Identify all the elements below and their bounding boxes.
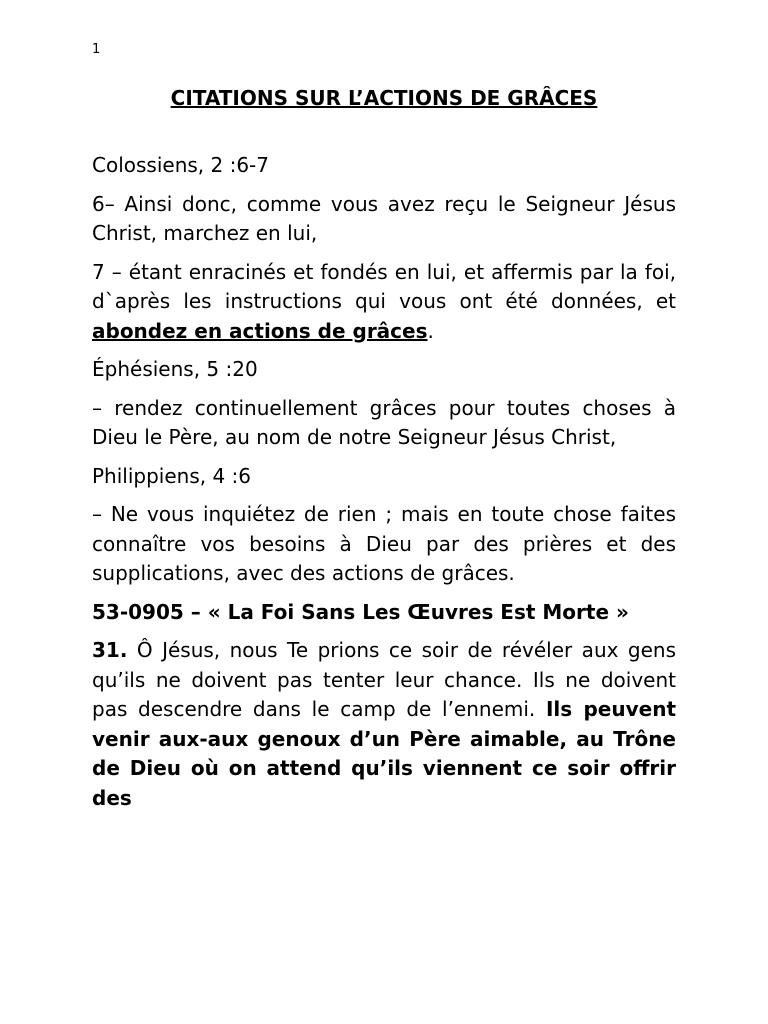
document-body [92, 151, 676, 822]
colossians-verse-6: 6– Ainsi donc, comme vous avez reçu le Seigneur Jésus Christ, marchez en lui, [92, 191, 676, 245]
sermon-heading: 53-0905 – « La Foi Sans Les Œuvres Est Morte » [92, 599, 629, 624]
ephesians-reference: Éphésiens, 5 :20 [92, 357, 258, 381]
colossians-verse-7-end: . [427, 318, 434, 343]
sermon-paragraph-text: Ô Jésus, nous Te prions ce soir de révéler aux gens qu’ils ne doivent pas tenter leur chance. Ils ne doivent pas descendre dans le camp de l’ennemi. [92, 638, 676, 721]
page-number: 1 [92, 42, 101, 57]
sermon-paragraph-bold: Ils peuvent venir aux-aux genoux d’un Père aimable, au Trône de Dieu où on attend qu’ils viennent ce soir offrir des [92, 697, 676, 810]
colossians-verse-7-emphasis: abondez en actions de grâces [92, 318, 428, 343]
philippians-reference: Philippiens, 4 :6 [92, 463, 252, 488]
document-title: CITATIONS SUR L’ACTIONS DE GRÂCES [170, 86, 598, 110]
sermon-paragraph-number: 31. [92, 638, 128, 662]
colossians-verse-7 [92, 258, 676, 347]
philippians-verse: – Ne vous inquiétez de rien ; mais en toute chose faites connaître vos besoins à Dieu par des prières et des supplications, avec des actions de grâces. [92, 502, 676, 585]
colossians-reference: Colossiens, 2 :6-7 [92, 153, 269, 177]
colossians-verse-7-text: 7 – étant enracinés et fondés en lui, et affermis par la foi, d`après les instructions qui vous ont été données, et [92, 259, 676, 313]
ephesians-verse: – rendez continuellement grâces pour toutes choses à Dieu le Père, au nom de notre Seigneur Jésus Christ, [92, 395, 676, 449]
sermon-paragraph [92, 636, 676, 813]
